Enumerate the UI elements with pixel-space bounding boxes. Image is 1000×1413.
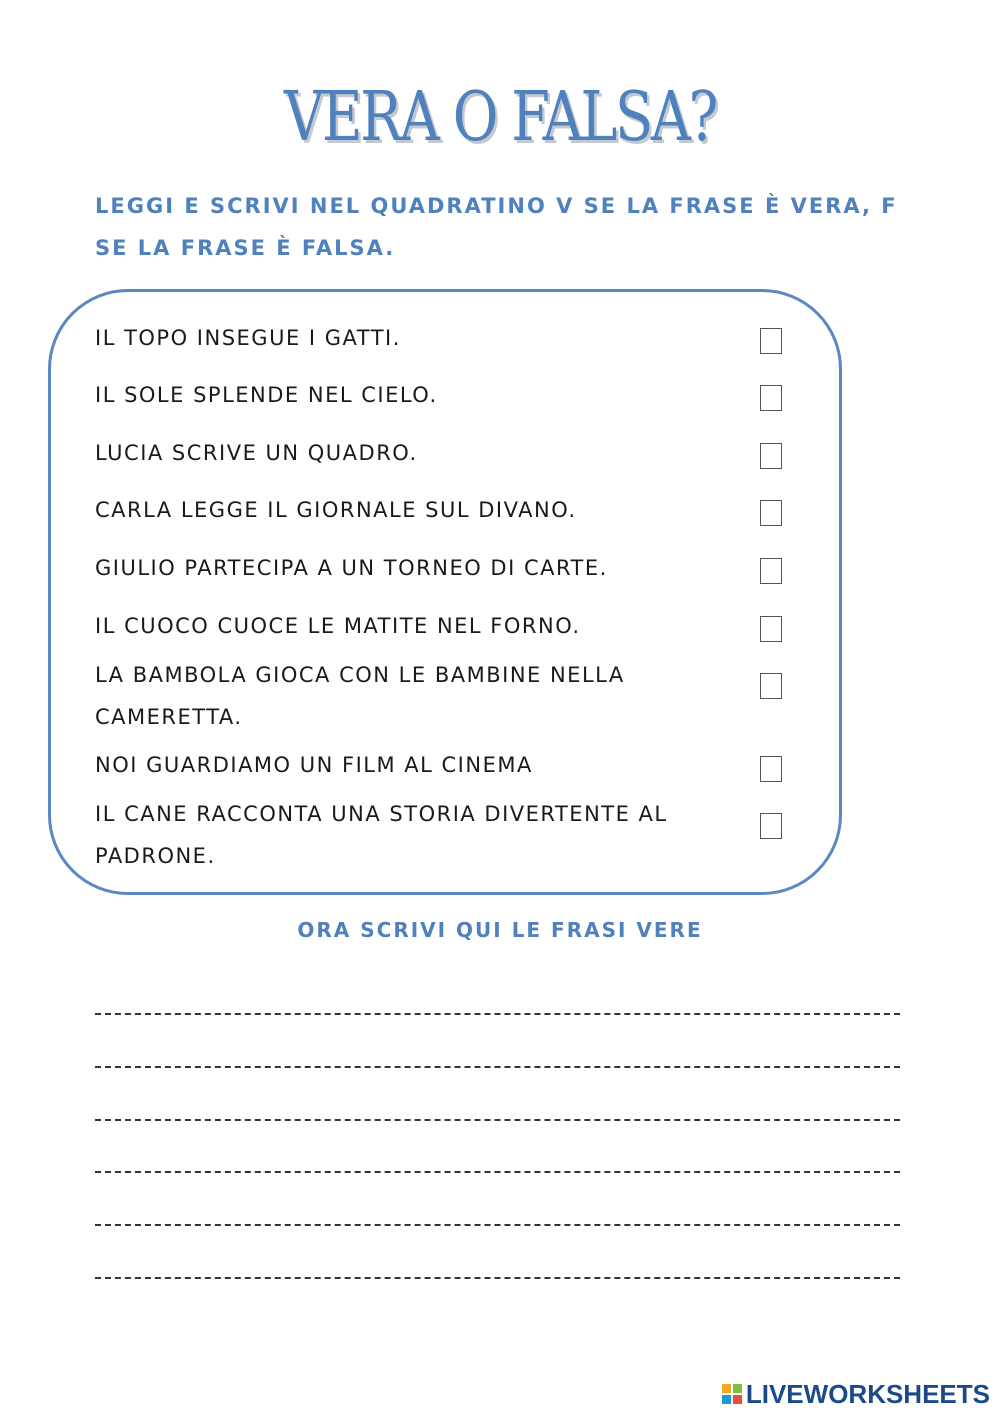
answer-checkbox-6[interactable] xyxy=(760,616,782,642)
writing-line-5[interactable] xyxy=(95,1224,900,1226)
liveworksheets-logo xyxy=(722,1378,990,1410)
statement-3: LUCIA SCRIVE UN QUADRO. xyxy=(95,441,418,465)
writing-line-1[interactable] xyxy=(95,1013,900,1015)
writing-line-2[interactable] xyxy=(95,1066,900,1068)
statement-2: IL SOLE SPLENDE NEL CIELO. xyxy=(95,383,438,407)
answer-checkbox-9[interactable] xyxy=(760,813,782,839)
answer-checkbox-1[interactable] xyxy=(760,328,782,354)
writing-line-4[interactable] xyxy=(95,1171,900,1173)
logo-text: LIVEWORKSHEETS xyxy=(745,1378,990,1409)
writing-line-3[interactable] xyxy=(95,1119,900,1121)
statement-7: LA BAMBOLA GIOCA CON LE BAMBINE NELLA CAMERETTA. xyxy=(95,663,625,729)
answer-checkbox-4[interactable] xyxy=(760,500,782,526)
statement-6: IL CUOCO CUOCE LE MATITE NEL FORNO. xyxy=(95,614,581,638)
answer-checkbox-3[interactable] xyxy=(760,443,782,469)
instructions: LEGGI E SCRIVI NEL QUADRATINO V SE LA FRASE È VERA, F SE LA FRASE È FALSA. xyxy=(95,194,898,260)
answer-checkbox-2[interactable] xyxy=(760,385,782,411)
page-title: VERA O FALSA? xyxy=(284,78,716,157)
answer-checkbox-5[interactable] xyxy=(760,558,782,584)
statement-4: CARLA LEGGE IL GIORNALE SUL DIVANO. xyxy=(95,498,577,522)
section-subtitle: ORA SCRIVI QUI LE FRASI VERE xyxy=(297,918,703,942)
statement-5: GIULIO PARTECIPA A UN TORNEO DI CARTE. xyxy=(95,556,608,580)
answer-checkbox-7[interactable] xyxy=(760,673,782,699)
liveworksheets-logo-icon xyxy=(722,1384,742,1404)
statement-9: IL CANE RACCONTA UNA STORIA DIVERTENTE AL PADRONE. xyxy=(95,802,668,868)
writing-line-6[interactable] xyxy=(95,1277,900,1279)
statement-8: NOI GUARDIAMO UN FILM AL CINEMA xyxy=(95,753,533,777)
answer-checkbox-8[interactable] xyxy=(760,756,782,782)
statement-1: IL TOPO INSEGUE I GATTI. xyxy=(95,326,401,350)
